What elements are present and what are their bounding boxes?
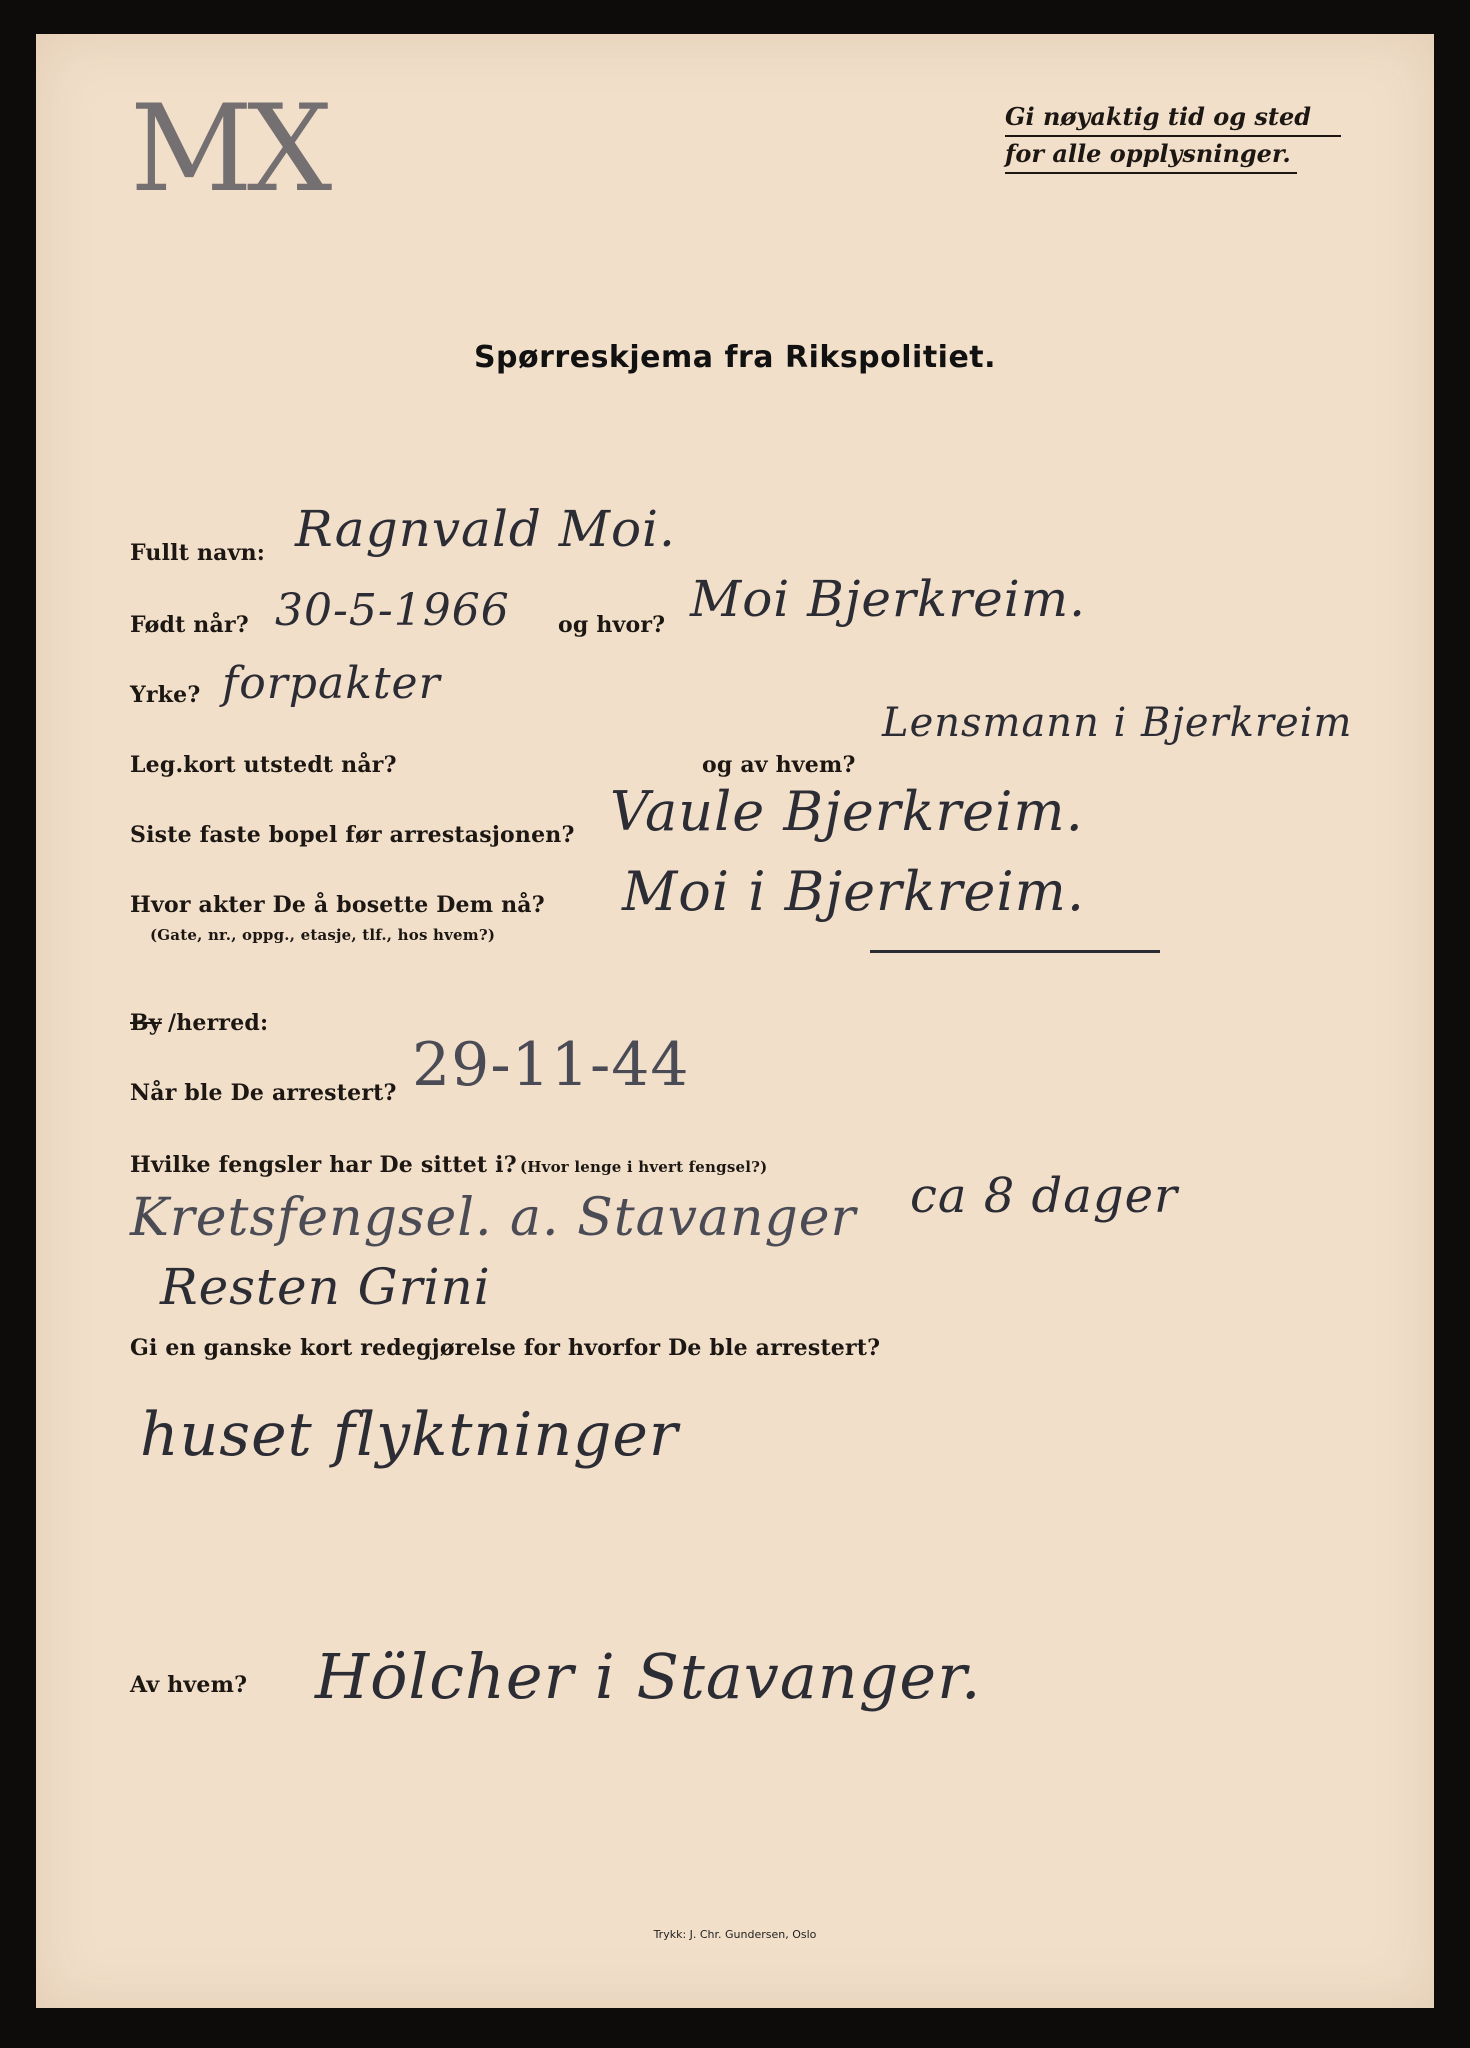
reason-label: Gi en ganske kort redegjørelse for hvorfor De ble arrestert?	[130, 1335, 881, 1361]
arrest-value: 29-11-44	[412, 1030, 690, 1100]
herred-label: /herred:	[168, 1010, 269, 1036]
name-value: Ragnvald Moi.	[295, 500, 676, 558]
prisons-label: Hvilke fengsler har De sittet i?	[130, 1152, 517, 1178]
by-struck-label: By	[130, 1010, 162, 1036]
legcard-by-value: Lensmann i Bjerkreim	[882, 700, 1353, 746]
settle-label: Hvor akter De å bosette Dem nå?	[130, 892, 545, 918]
prisons-sublabel: (Hvor lenge i hvert fengsel?)	[520, 1158, 768, 1176]
by-whom-label: Av hvem?	[130, 1672, 248, 1698]
residence-value: Vaule Bjerkreim.	[610, 780, 1084, 843]
name-label: Fullt navn:	[130, 540, 266, 566]
residence-label: Siste faste bopel før arrestasjonen?	[130, 822, 575, 848]
born-where-label: og hvor?	[558, 612, 666, 638]
prisons-value-2: Resten Grini	[160, 1258, 491, 1316]
prisons-value-1b: ca 8 dager	[910, 1168, 1178, 1224]
reason-value: huset flyktninger	[140, 1400, 679, 1470]
instruction-line-2: for alle opplysninger.	[1005, 137, 1297, 174]
born-where-value: Moi Bjerkreim.	[690, 570, 1087, 628]
pencil-mark: MX	[130, 80, 327, 219]
legcard-by-label: og av hvem?	[702, 752, 856, 778]
instruction-line-1: Gi nøyaktig tid og sted	[1005, 100, 1341, 137]
born-value: 30-5-1966	[275, 585, 510, 636]
by-whom-value: Hölcher i Stavanger.	[315, 1640, 982, 1713]
legcard-label: Leg.kort utstedt når?	[130, 752, 397, 778]
settle-underline	[870, 950, 1160, 953]
settle-sublabel: (Gate, nr., oppg., etasje, tlf., hos hvem?)	[150, 926, 496, 944]
arrest-label: Når ble De arrestert?	[130, 1080, 397, 1106]
form-title: Spørreskjema fra Rikspolitiet.	[473, 340, 997, 375]
prisons-value-1: Kretsfengsel. a. Stavanger	[130, 1188, 857, 1248]
instruction-box	[1005, 100, 1341, 174]
born-label: Født når?	[130, 612, 249, 638]
job-label: Yrke?	[130, 682, 201, 708]
settle-value: Moi i Bjerkreim.	[622, 860, 1086, 923]
job-value: forpakter	[222, 658, 441, 709]
printer-imprint: Trykk: J. Chr. Gundersen, Oslo	[653, 1928, 817, 1941]
